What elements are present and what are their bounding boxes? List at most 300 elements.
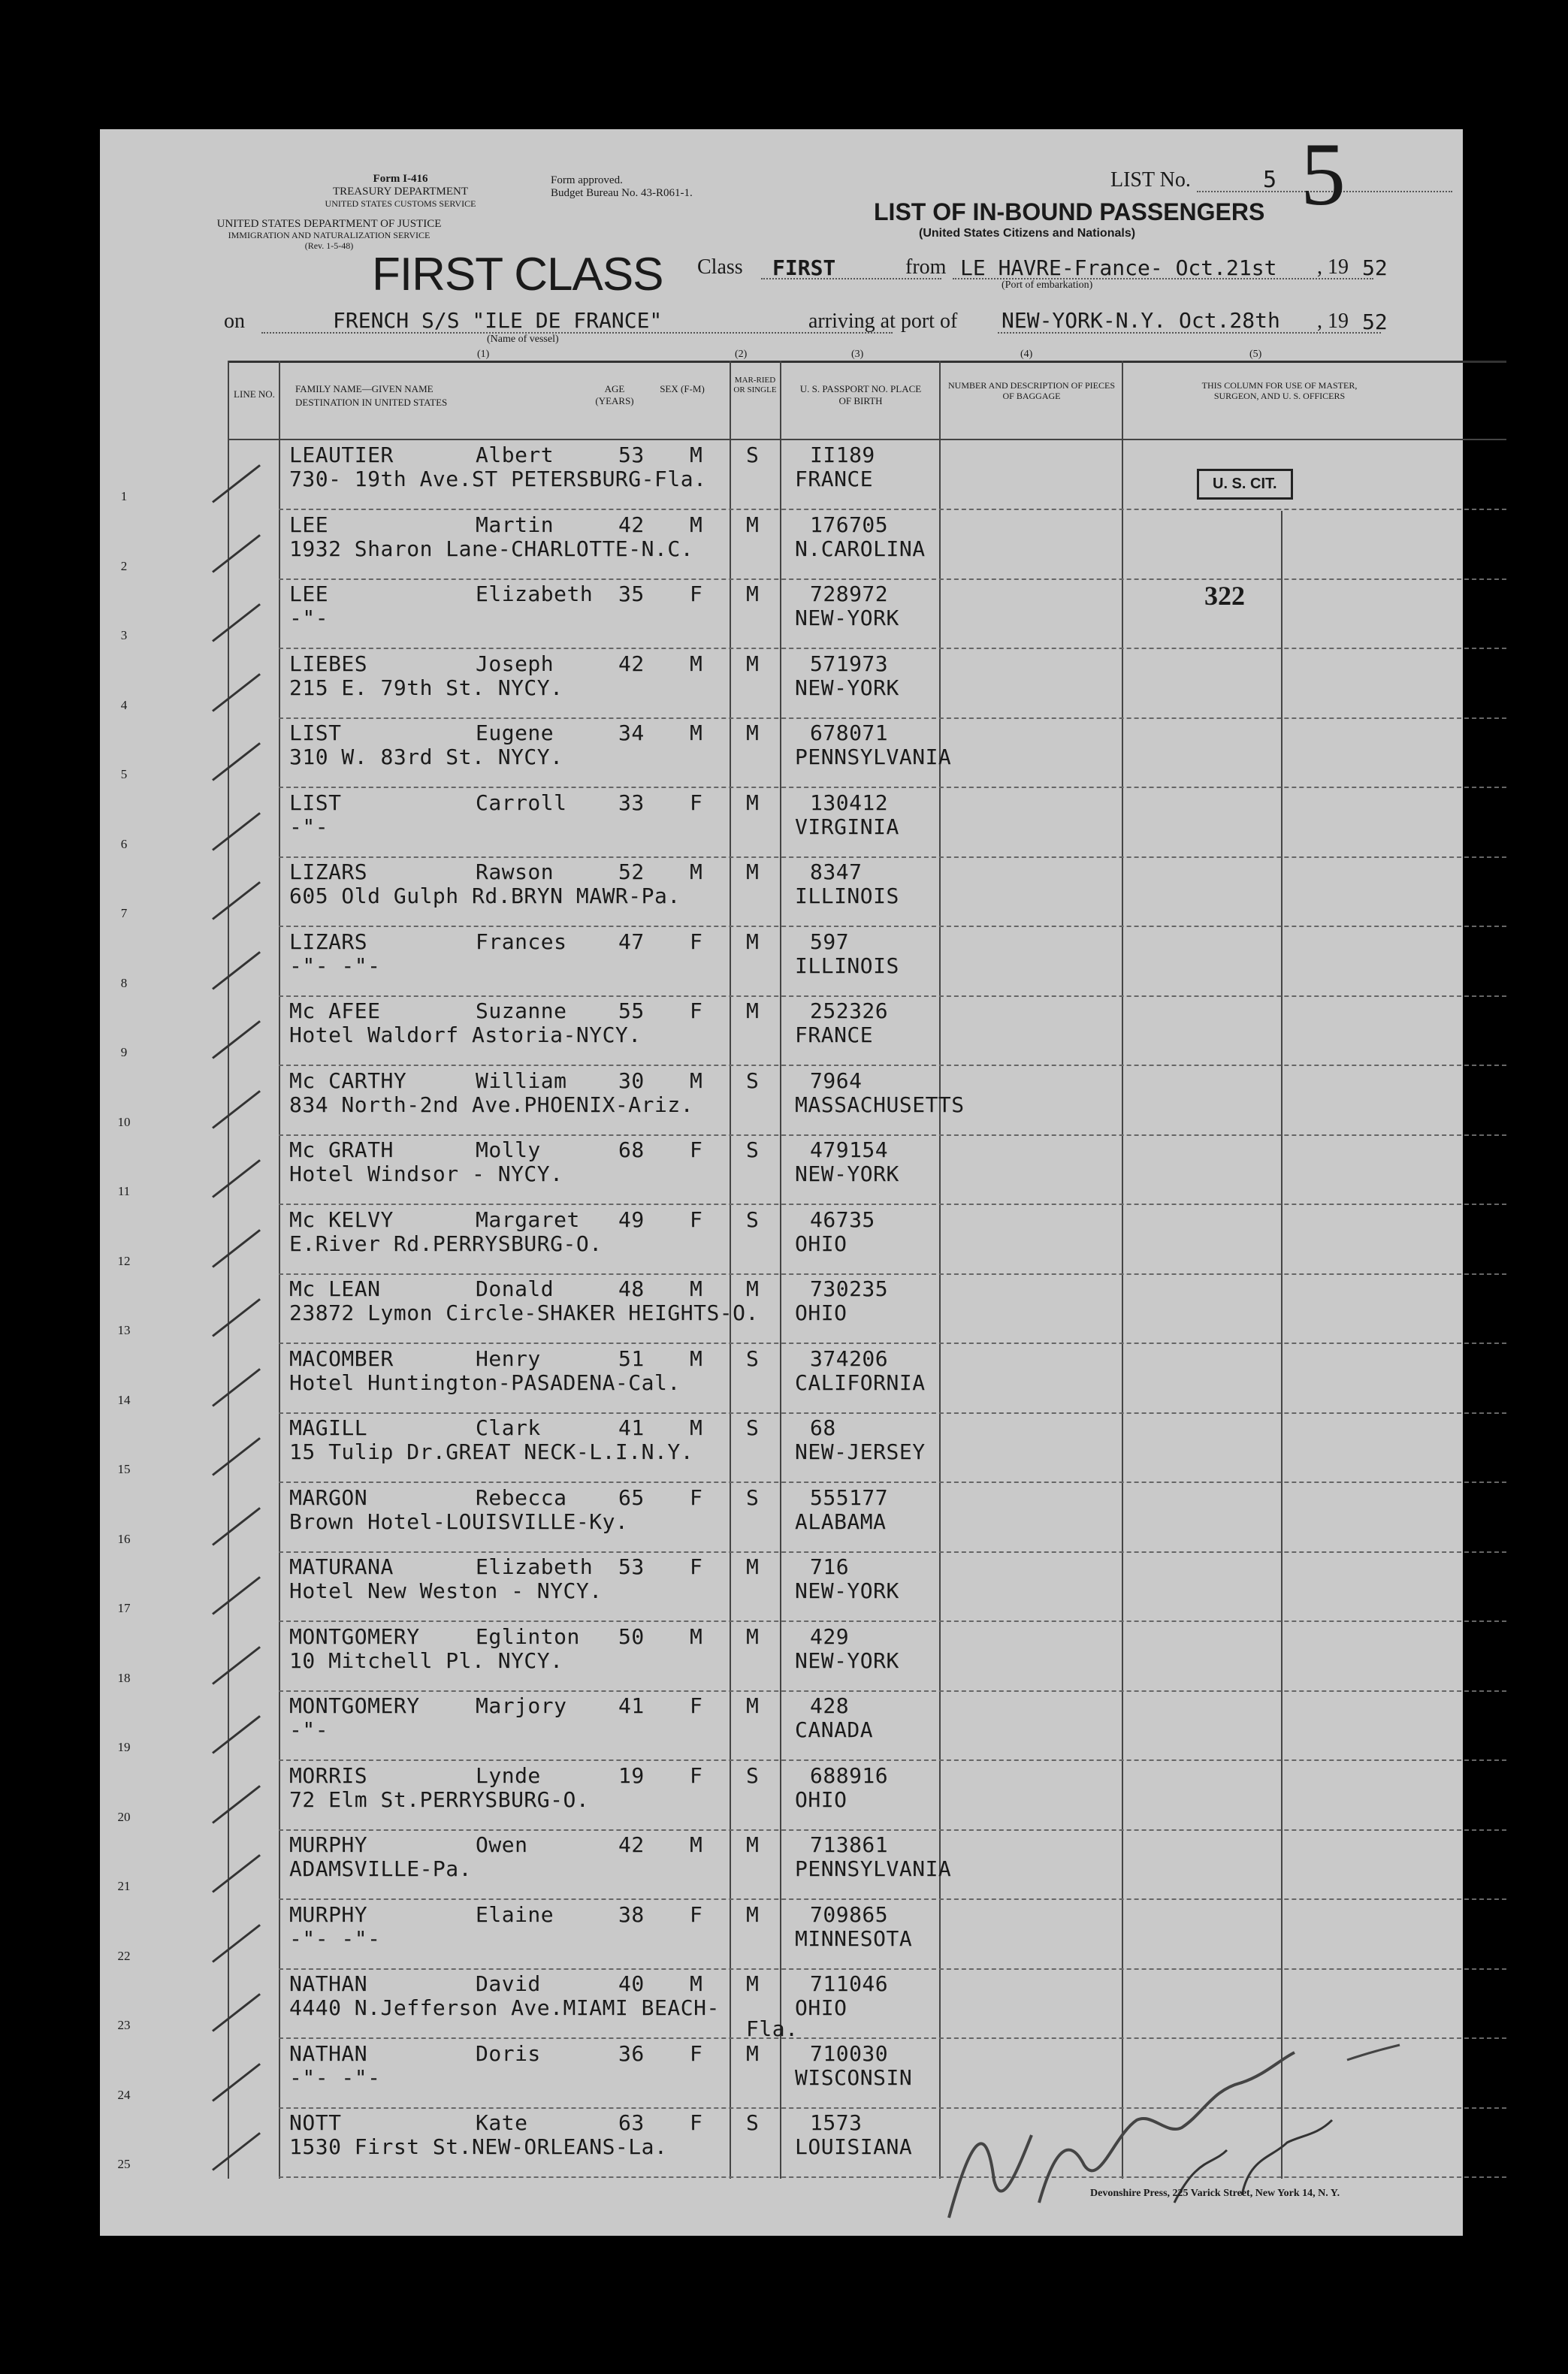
- family-name: LIZARS: [289, 929, 368, 954]
- passenger-row: [100, 1206, 1463, 1276]
- check-mark: [212, 1993, 261, 2032]
- destination: 72 Elm St.PERRYSBURG-O.: [289, 1787, 590, 1812]
- line-number: 2: [120, 558, 128, 573]
- printer-credit: Devonshire Press, 225 Varick Street, New York 14, N. Y.: [1090, 2188, 1340, 2199]
- line-number: 4: [120, 697, 128, 712]
- age: 55: [618, 998, 645, 1023]
- given-name: Kate: [476, 2110, 528, 2135]
- passport-number: 710030: [810, 2040, 889, 2066]
- table-top-border: [228, 361, 1506, 363]
- passport-number: 374206: [810, 1346, 889, 1371]
- given-name: Eugene: [476, 720, 554, 745]
- check-mark: [212, 464, 261, 503]
- destination: 730- 19th Ave.ST PETERSBURG-Fla.: [289, 467, 707, 491]
- family-name: LEE: [289, 512, 329, 537]
- place-of-birth: OHIO: [795, 1300, 847, 1325]
- age: 34: [618, 720, 645, 745]
- marital-status: M: [746, 929, 760, 954]
- line-number: 11: [117, 1184, 131, 1198]
- age: 53: [618, 1554, 645, 1579]
- place-of-birth: NEW-YORK: [795, 606, 899, 630]
- check-mark: [212, 1437, 261, 1476]
- header-dest: DESTINATION IN UNITED STATES: [295, 397, 448, 408]
- passport-number: 597: [810, 929, 850, 954]
- from-label: from: [905, 255, 947, 279]
- big-list-number: 5: [1301, 124, 1346, 224]
- header-passport: U. S. PASSPORT NO. PLACE OF BIRTH: [799, 383, 922, 406]
- form-approved: Form approved.: [551, 174, 623, 186]
- header-name: FAMILY NAME—GIVEN NAME: [295, 383, 434, 394]
- given-name: Rawson: [476, 859, 554, 884]
- marital-status: M: [746, 1832, 760, 1857]
- family-name: MURPHY: [289, 1901, 368, 1927]
- family-name: NATHAN: [289, 1971, 368, 1996]
- destination: -"- -"-: [289, 953, 381, 978]
- col-number-5: (5): [1249, 349, 1262, 360]
- check-mark: [212, 1854, 261, 1893]
- place-of-birth: ALABAMA: [795, 1509, 887, 1534]
- given-name: Martin: [476, 512, 554, 537]
- check-mark: [212, 2063, 261, 2102]
- line-number: 21: [117, 1879, 131, 1893]
- class-value: FIRST: [772, 255, 836, 280]
- passport-number: 46735: [810, 1207, 875, 1232]
- agency-block: [250, 173, 551, 209]
- family-name: LIST: [289, 790, 342, 815]
- marital-status: M: [746, 1554, 760, 1579]
- header-officers: THIS COLUMN FOR USE OF MASTER, SURGEON, AND U. S. OFFICERS: [1201, 380, 1358, 402]
- passenger-row: [100, 1136, 1463, 1206]
- sex: M: [690, 859, 703, 884]
- given-name: Albert: [476, 442, 554, 467]
- check-mark: [212, 1020, 261, 1059]
- sex: M: [690, 1276, 703, 1301]
- arrival-value: NEW-YORK-N.Y. Oct.28th: [1002, 308, 1280, 333]
- revision: (Rev. 1-5-48): [304, 240, 354, 252]
- marital-status: M: [746, 859, 760, 884]
- place-of-birth: NEW-YORK: [795, 1578, 899, 1603]
- marital-status: S: [746, 1346, 760, 1371]
- passport-number: 252326: [810, 998, 889, 1023]
- check-mark: [212, 1229, 261, 1268]
- place-of-birth: OHIO: [795, 1787, 847, 1812]
- marital-status: M: [746, 651, 760, 676]
- passport-number: 709865: [810, 1901, 889, 1927]
- check-mark: [212, 742, 261, 781]
- passport-number: 713861: [810, 1832, 889, 1857]
- approval-block: [551, 174, 776, 201]
- passenger-row: [100, 511, 1463, 581]
- age: 19: [618, 1762, 645, 1788]
- passenger-row: [100, 858, 1463, 928]
- check-mark: [212, 673, 261, 712]
- destination: Hotel New Weston - NYCY.: [289, 1578, 603, 1603]
- line-number: 12: [117, 1253, 131, 1268]
- age: 53: [618, 442, 645, 467]
- destination: 215 E. 79th St. NYCY.: [289, 675, 563, 700]
- list-no-label: LIST No.: [1110, 168, 1191, 192]
- marital-status: M: [746, 1693, 760, 1718]
- age: 41: [618, 1415, 645, 1440]
- check-mark: [212, 1090, 261, 1129]
- place-of-birth: CANADA: [795, 1717, 874, 1742]
- dept-treasury-sub: UNITED STATES CUSTOMS SERVICE: [325, 198, 476, 209]
- marital-status: S: [746, 1207, 760, 1232]
- marital-status: M: [746, 1901, 760, 1927]
- family-name: MONTGOMERY: [289, 1623, 420, 1649]
- marital-status: M: [746, 720, 760, 745]
- place-of-birth: MINNESOTA: [795, 1925, 913, 1951]
- line-number: 16: [117, 1531, 131, 1546]
- destination: 1932 Sharon Lane-CHARLOTTE-N.C.: [289, 536, 694, 561]
- sex: F: [690, 2040, 703, 2066]
- year-2: 52: [1362, 310, 1388, 334]
- marital-status: M: [746, 790, 760, 815]
- line-number: 13: [117, 1323, 131, 1337]
- given-name: Elizabeth: [476, 581, 594, 606]
- family-name: MARGON: [289, 1485, 368, 1510]
- passport-number: 1573: [810, 2110, 863, 2135]
- passport-number: II189: [810, 442, 875, 467]
- given-name: David: [476, 1971, 541, 1996]
- given-name: Clark: [476, 1415, 541, 1440]
- place-of-birth: VIRGINIA: [795, 814, 899, 839]
- place-of-birth: ILLINOIS: [795, 953, 899, 978]
- place-of-birth: WISCONSIN: [795, 2064, 913, 2090]
- passport-number: 7964: [810, 1068, 863, 1093]
- family-name: NOTT: [289, 2110, 342, 2135]
- passenger-row: [100, 719, 1463, 789]
- passport-number: 176705: [810, 512, 889, 537]
- destination: 4440 N.Jefferson Ave.MIAMI BEACH-: [289, 1995, 720, 2020]
- line-number: 14: [117, 1392, 131, 1407]
- passport-number: 711046: [810, 1971, 889, 1996]
- age: 47: [618, 929, 645, 954]
- check-mark: [212, 1507, 261, 1546]
- manifest-page: [100, 124, 1463, 2236]
- marital-status: S: [746, 1068, 760, 1093]
- check-mark: [212, 1576, 261, 1615]
- sex: F: [690, 1485, 703, 1510]
- check-mark: [212, 1368, 261, 1407]
- list-no-value: 5: [1263, 167, 1277, 193]
- given-name: Molly: [476, 1137, 541, 1162]
- sex: M: [690, 651, 703, 676]
- passport-number: 8347: [810, 859, 863, 884]
- family-name: NATHAN: [289, 2040, 368, 2066]
- passenger-row: [100, 1553, 1463, 1623]
- line-number: 23: [117, 2018, 131, 2032]
- passport-number: 555177: [810, 1485, 889, 1510]
- year-prefix-1: , 19: [1317, 255, 1349, 279]
- destination: -"-: [289, 606, 329, 630]
- line-number: 6: [120, 836, 128, 851]
- sex: F: [690, 1137, 703, 1162]
- passport-number: 429: [810, 1623, 850, 1649]
- passenger-row: [100, 580, 1463, 650]
- given-name: Eglinton: [476, 1623, 580, 1649]
- year-prefix-2: , 19: [1317, 310, 1349, 333]
- destination: ADAMSVILLE-Pa.: [289, 1856, 473, 1881]
- first-class-stamp: FIRST CLASS: [372, 249, 663, 301]
- sex: M: [690, 1415, 703, 1440]
- check-mark: [212, 1715, 261, 1754]
- marital-status: M: [746, 1276, 760, 1301]
- col-number-4: (4): [1020, 349, 1033, 360]
- line-number: 1: [120, 489, 128, 503]
- passport-number: 728972: [810, 581, 889, 606]
- age: 49: [618, 1207, 645, 1232]
- sex: M: [690, 1068, 703, 1093]
- sex: M: [690, 442, 703, 467]
- age: 68: [618, 1137, 645, 1162]
- destination: -"-: [289, 814, 329, 839]
- destination: 310 W. 83rd St. NYCY.: [289, 745, 563, 769]
- line-number: 17: [117, 1601, 131, 1615]
- budget-bureau: Budget Bureau No. 43-R061-1.: [551, 187, 693, 200]
- family-name: MONTGOMERY: [289, 1693, 420, 1718]
- age: 51: [618, 1346, 645, 1371]
- header-married: MAR-RIED OR SINGLE: [733, 376, 777, 395]
- line-number: 18: [117, 1670, 131, 1685]
- given-name: Donald: [476, 1276, 554, 1301]
- place-of-birth: OHIO: [795, 1995, 847, 2020]
- passenger-row: [100, 1762, 1463, 1832]
- marital-status: M: [746, 998, 760, 1023]
- marital-status: S: [746, 1137, 760, 1162]
- line-number: 3: [120, 628, 128, 642]
- given-name: Rebecca: [476, 1485, 567, 1510]
- passenger-row: [100, 1414, 1463, 1484]
- passenger-row: [100, 789, 1463, 859]
- dept-treasury: TREASURY DEPARTMENT: [332, 186, 469, 198]
- passport-number: 678071: [810, 720, 889, 745]
- place-of-birth: NEW-YORK: [795, 1161, 899, 1186]
- marital-status: S: [746, 1415, 760, 1440]
- family-name: MATURANA: [289, 1554, 394, 1579]
- family-name: MACOMBER: [289, 1346, 394, 1371]
- marital-status: M: [746, 2040, 760, 2066]
- passport-number: 716: [810, 1554, 850, 1579]
- check-mark: [212, 1785, 261, 1824]
- sex: M: [690, 1623, 703, 1649]
- destination: 834 North-2nd Ave.PHOENIX-Ariz.: [289, 1092, 694, 1117]
- check-mark: [212, 951, 261, 990]
- check-mark: [212, 812, 261, 851]
- line-number: 25: [117, 2157, 131, 2171]
- passport-number: 479154: [810, 1137, 889, 1162]
- passport-number: 68: [810, 1415, 836, 1440]
- given-name: Carroll: [476, 790, 567, 815]
- age: 48: [618, 1276, 645, 1301]
- destination: 10 Mitchell Pl. NYCY.: [289, 1648, 563, 1673]
- col-number-3: (3): [851, 349, 864, 360]
- embarkation-caption: (Port of embarkation): [1002, 279, 1093, 291]
- marital-status: M: [746, 1971, 760, 1996]
- age: 42: [618, 512, 645, 537]
- line-number: 22: [117, 1948, 131, 1963]
- marital-status: S: [746, 442, 760, 467]
- place-of-birth: NEW-YORK: [795, 1648, 899, 1673]
- place-of-birth: FRANCE: [795, 467, 874, 491]
- destination: Hotel Waldorf Astoria-NYCY.: [289, 1022, 642, 1047]
- destination-continued: Fla.: [746, 2016, 799, 2041]
- destination: -"- -"-: [289, 1925, 381, 1951]
- line-number: 19: [117, 1740, 131, 1754]
- header-sex: SEX (F-M): [660, 383, 705, 394]
- year-1: 52: [1362, 255, 1388, 280]
- sex: F: [690, 790, 703, 815]
- dept-justice-sub: IMMIGRATION AND NATURALIZATION SERVICE: [228, 230, 431, 241]
- age: 65: [618, 1485, 645, 1510]
- class-label: Class: [697, 255, 743, 279]
- marital-status: M: [746, 581, 760, 606]
- given-name: Lynde: [476, 1762, 541, 1788]
- check-mark: [212, 1159, 261, 1198]
- sex: F: [690, 1693, 703, 1718]
- destination: 605 Old Gulph Rd.BRYN MAWR-Pa.: [289, 883, 681, 908]
- line-number: 24: [117, 2087, 131, 2102]
- family-name: LIEBES: [289, 651, 368, 676]
- place-of-birth: ILLINOIS: [795, 883, 899, 908]
- line-number: 7: [120, 906, 128, 920]
- given-name: Henry: [476, 1346, 541, 1371]
- place-of-birth: MASSACHUSETTS: [795, 1092, 965, 1117]
- marital-status: S: [746, 2110, 760, 2135]
- family-name: MURPHY: [289, 1832, 368, 1857]
- given-name: Frances: [476, 929, 567, 954]
- passenger-row: [100, 1901, 1463, 1971]
- check-mark: [212, 534, 261, 573]
- place-of-birth: LOUISIANA: [795, 2134, 913, 2159]
- age: 52: [618, 859, 645, 884]
- family-name: Mc LEAN: [289, 1276, 381, 1301]
- sex: M: [690, 1832, 703, 1857]
- col-number-1: (1): [477, 349, 490, 360]
- family-name: LIZARS: [289, 859, 368, 884]
- line-number: 9: [120, 1045, 128, 1059]
- sex: M: [690, 512, 703, 537]
- list-title: LIST OF IN-BOUND PASSENGERS: [874, 198, 1265, 225]
- family-name: MAGILL: [289, 1415, 368, 1440]
- age: 38: [618, 1901, 645, 1927]
- line-number: 5: [120, 767, 128, 781]
- destination: -"- -"-: [289, 2064, 381, 2090]
- sex: F: [690, 998, 703, 1023]
- vessel-name: FRENCH S/S "ILE DE FRANCE": [333, 308, 663, 333]
- sex: M: [690, 1971, 703, 1996]
- destination: 23872 Lymon Circle-SHAKER HEIGHTS-O.: [289, 1300, 759, 1325]
- given-name: Suzanne: [476, 998, 567, 1023]
- family-name: LIST: [289, 720, 342, 745]
- place-of-birth: CALIFORNIA: [795, 1370, 926, 1395]
- age: 63: [618, 2110, 645, 2135]
- place-of-birth: NEW-JERSEY: [795, 1439, 926, 1464]
- place-of-birth: PENNSYLVANIA: [795, 745, 952, 769]
- passport-number: 130412: [810, 790, 889, 815]
- header-age: AGE (YEARS): [595, 383, 634, 406]
- family-name: MORRIS: [289, 1762, 368, 1788]
- given-name: Marjory: [476, 1693, 567, 1718]
- passenger-row: [100, 1484, 1463, 1554]
- table-header-bottom: [228, 439, 1506, 440]
- line-number: 15: [117, 1462, 131, 1476]
- destination: Hotel Windsor - NYCY.: [289, 1161, 563, 1186]
- place-of-birth: N.CAROLINA: [795, 536, 926, 561]
- header-baggage: NUMBER AND DESCRIPTION OF PIECES OF BAGGAGE: [947, 380, 1116, 402]
- sex: F: [690, 1207, 703, 1232]
- passenger-row: [100, 1692, 1463, 1762]
- destination: 1530 First St.NEW-ORLEANS-La.: [289, 2134, 668, 2159]
- dept-justice: UNITED STATES DEPARTMENT OF JUSTICE: [216, 218, 442, 230]
- marital-status: S: [746, 1485, 760, 1510]
- place-of-birth: OHIO: [795, 1231, 847, 1256]
- sex: M: [690, 720, 703, 745]
- age: 35: [618, 581, 645, 606]
- given-name: Margaret: [476, 1207, 580, 1232]
- header-line-no: LINE NO.: [234, 388, 275, 400]
- place-of-birth: PENNSYLVANIA: [795, 1856, 952, 1881]
- check-mark: [212, 603, 261, 642]
- check-mark: [212, 1298, 261, 1337]
- list-subtitle: (United States Citizens and Nationals): [919, 227, 1136, 240]
- us-cit-stamp: U. S. CIT.: [1197, 469, 1293, 500]
- passport-number: 428: [810, 1693, 850, 1718]
- line-number: 10: [117, 1114, 131, 1129]
- check-mark: [212, 2132, 261, 2171]
- passenger-row: [100, 1345, 1463, 1415]
- sex: M: [690, 1346, 703, 1371]
- age: 36: [618, 2040, 645, 2066]
- age: 50: [618, 1623, 645, 1649]
- on-label: on: [224, 310, 245, 333]
- embarkation-value: LE HAVRE-France- Oct.21st: [960, 255, 1277, 280]
- passport-number: 730235: [810, 1276, 889, 1301]
- given-name: Doris: [476, 2040, 541, 2066]
- destination: -"-: [289, 1717, 329, 1742]
- justice-block: [209, 218, 449, 252]
- line-number: 8: [120, 975, 128, 990]
- arriving-label: arriving at port of: [808, 310, 958, 333]
- age: 42: [618, 1832, 645, 1857]
- place-of-birth: NEW-YORK: [795, 675, 899, 700]
- check-mark: [212, 881, 261, 920]
- destination: E.River Rd.PERRYSBURG-O.: [289, 1231, 603, 1256]
- given-name: William: [476, 1068, 567, 1093]
- place-of-birth: FRANCE: [795, 1022, 874, 1047]
- check-mark: [212, 1646, 261, 1685]
- age: 40: [618, 1971, 645, 1996]
- given-name: Joseph: [476, 651, 554, 676]
- line-number: 20: [117, 1809, 131, 1824]
- sex: F: [690, 1554, 703, 1579]
- sex: F: [690, 929, 703, 954]
- officer-code: 322: [1204, 581, 1245, 611]
- marital-status: S: [746, 1762, 760, 1788]
- destination: Brown Hotel-LOUISVILLE-Ky.: [289, 1509, 629, 1534]
- family-name: LEE: [289, 581, 329, 606]
- passenger-row: [100, 1275, 1463, 1345]
- passport-number: 688916: [810, 1762, 889, 1788]
- family-name: Mc AFEE: [289, 998, 381, 1023]
- passenger-row: [100, 441, 1463, 511]
- destination: 15 Tulip Dr.GREAT NECK-L.I.N.Y.: [289, 1439, 694, 1464]
- passenger-row: [100, 1831, 1463, 1901]
- passport-number: 571973: [810, 651, 889, 676]
- age: 41: [618, 1693, 645, 1718]
- family-name: Mc KELVY: [289, 1207, 394, 1232]
- sex: F: [690, 581, 703, 606]
